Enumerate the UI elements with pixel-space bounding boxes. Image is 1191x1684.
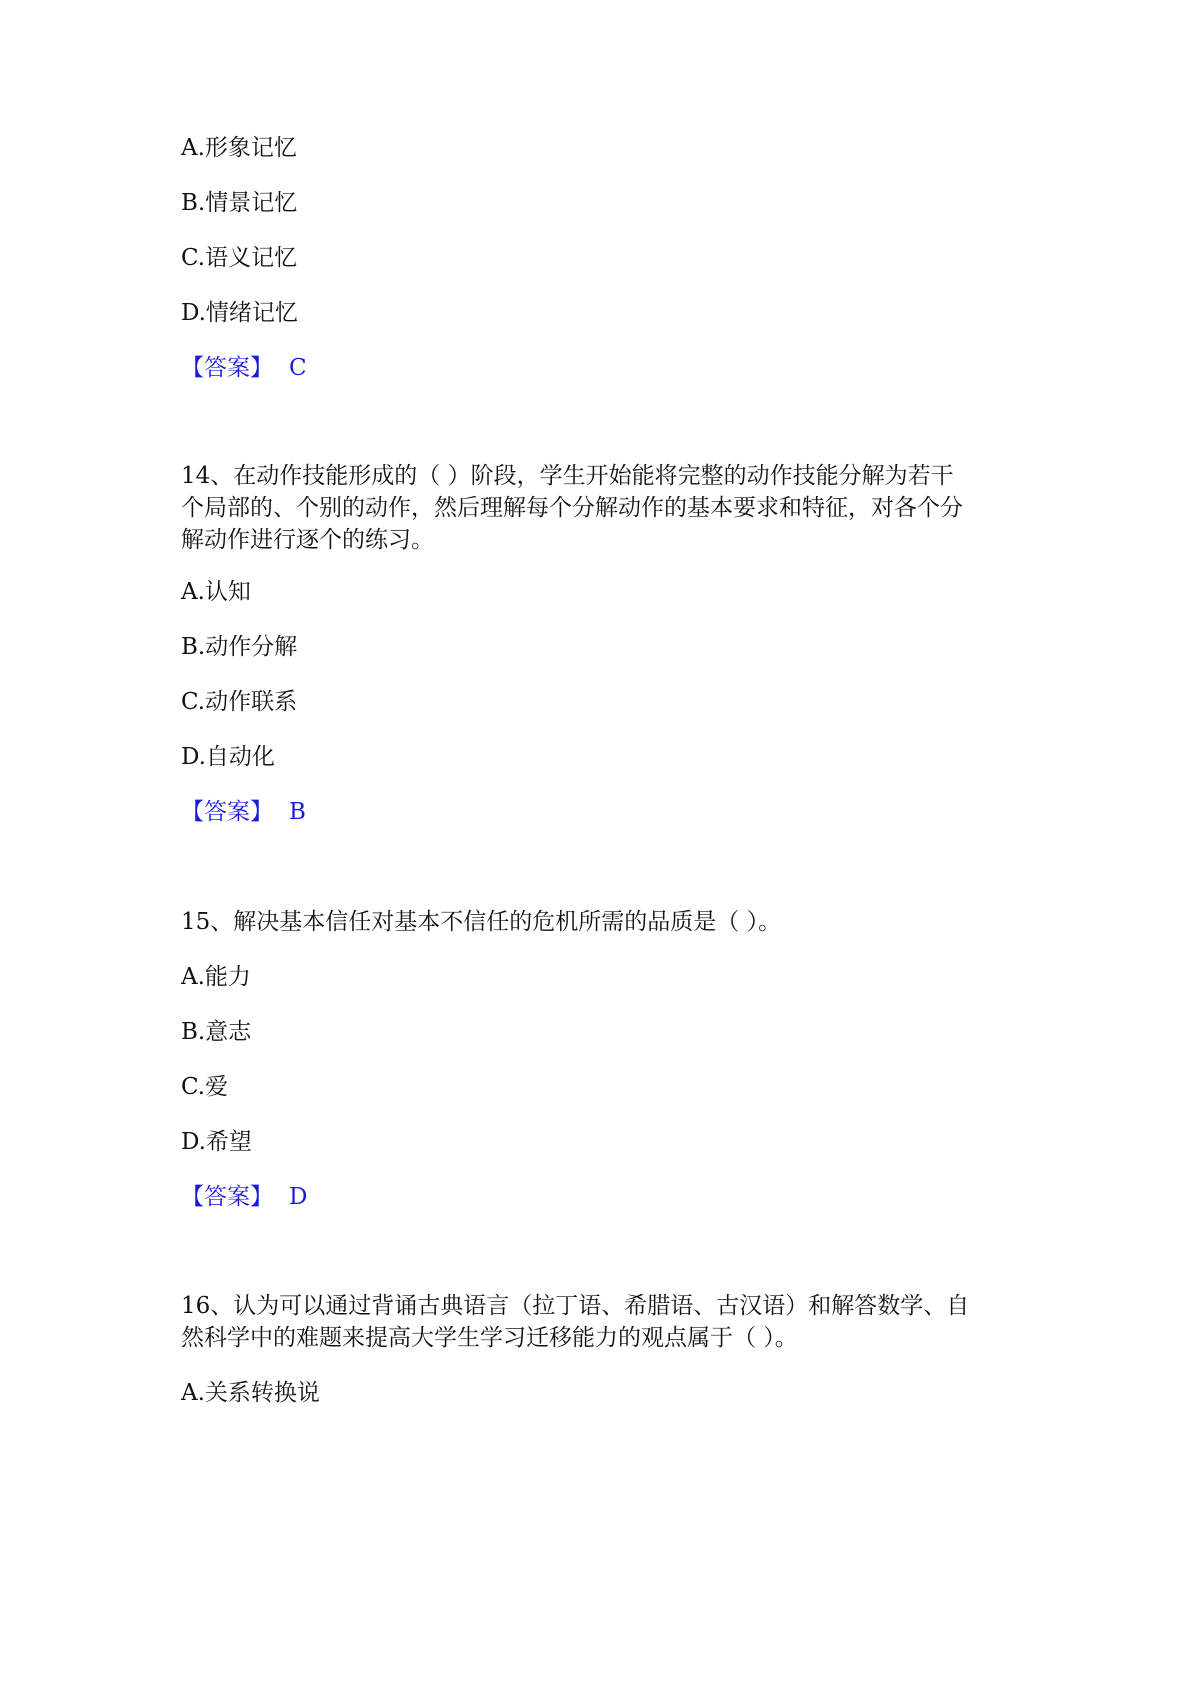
q16-stem-line: 然科学中的难题来提高大学生学习迁移能力的观点属于（ ）。 bbox=[181, 1325, 798, 1351]
q14-option-a: A.认知 bbox=[181, 579, 251, 605]
q15-option-b: B.意志 bbox=[181, 1019, 252, 1045]
q14-option-c: C.动作联系 bbox=[181, 689, 298, 715]
q15-option-a: A.能力 bbox=[181, 964, 251, 990]
q15-option-c: C.爱 bbox=[181, 1074, 229, 1100]
q14-stem-line: 14、在动作技能形成的（ ）阶段，学生开始能将完整的动作技能分解为若干 bbox=[181, 463, 954, 489]
q14-option-d: D.自动化 bbox=[181, 744, 275, 770]
answer-tag: 【答案】 bbox=[181, 799, 273, 825]
q14-answer bbox=[181, 796, 306, 828]
q16-option-a: A.关系转换说 bbox=[181, 1380, 320, 1406]
q16-stem-line: 16、认为可以通过背诵古典语言（拉丁语、希腊语、古汉语）和解答数学、自 bbox=[181, 1293, 970, 1319]
q15-answer bbox=[181, 1181, 307, 1213]
q13-answer bbox=[181, 352, 307, 384]
q14-stem bbox=[181, 460, 1011, 556]
answer-value: B bbox=[289, 799, 306, 825]
q16-stem bbox=[181, 1290, 1011, 1354]
q15-stem bbox=[181, 906, 1011, 938]
answer-tag: 【答案】 bbox=[181, 355, 273, 381]
q13-option-a: A.形象记忆 bbox=[181, 135, 297, 161]
q14-stem-line: 个局部的、个别的动作，然后理解每个分解动作的基本要求和特征，对各个分 bbox=[181, 495, 963, 521]
q13-option-c: C.语义记忆 bbox=[181, 245, 298, 271]
q13-option-b: B.情景记忆 bbox=[181, 190, 298, 216]
q13-option-d: D.情绪记忆 bbox=[181, 300, 298, 326]
q14-stem-line: 解动作进行逐个的练习。 bbox=[181, 527, 434, 553]
answer-value: D bbox=[289, 1184, 308, 1210]
answer-tag: 【答案】 bbox=[181, 1184, 273, 1210]
q15-stem-line: 15、解决基本信任对基本不信任的危机所需的品质是（ ）。 bbox=[181, 909, 782, 935]
answer-value: C bbox=[289, 355, 307, 381]
q14-option-b: B.动作分解 bbox=[181, 634, 298, 660]
q15-option-d: D.希望 bbox=[181, 1129, 252, 1155]
